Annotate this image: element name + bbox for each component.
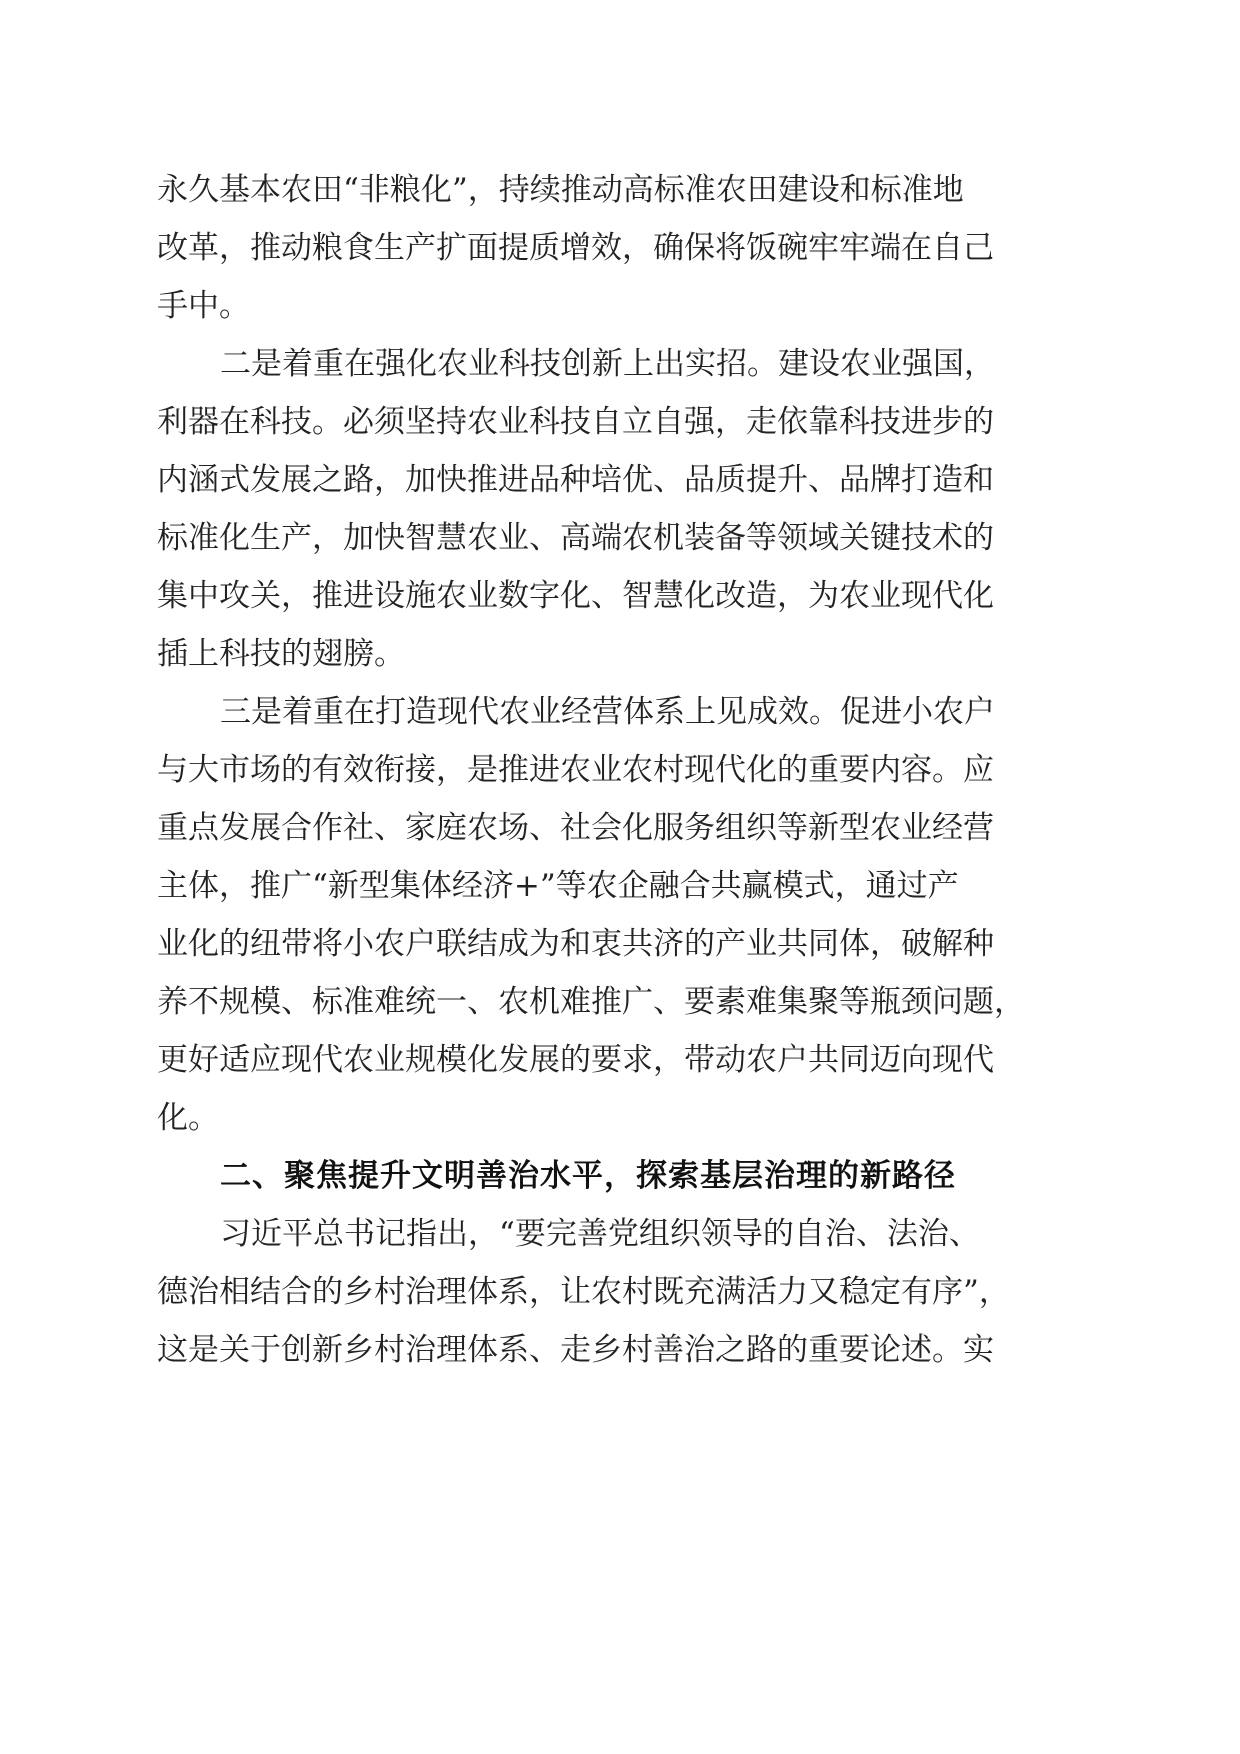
section-heading: 二、聚焦提升文明善治水平，探索基层治理的新路径 bbox=[220, 1158, 956, 1194]
paragraph-line: 改革，推动粮食生产扩面提质增效，确保将饭碗牢牢端在自己 bbox=[157, 230, 994, 266]
paragraph-line: 标准化生产，加快智慧农业、高端农机装备等领域关键技术的 bbox=[157, 520, 994, 556]
paragraph-line: 重点发展合作社、家庭农场、社会化服务组织等新型农业经营 bbox=[157, 810, 994, 846]
paragraph-line: 养不规模、标准难统一、农机难推广、要素难集聚等瓶颈问题， bbox=[157, 984, 1025, 1020]
paragraph-line: 手中。 bbox=[157, 288, 250, 324]
paragraph-line: 利器在科技。必须坚持农业科技自立自强，走依靠科技进步的 bbox=[157, 404, 994, 440]
paragraph-line: 三是着重在打造现代农业经营体系上见成效。促进小农户 bbox=[220, 694, 995, 730]
paragraph-line: 内涵式发展之路，加快推进品种培优、品质提升、品牌打造和 bbox=[157, 462, 994, 498]
paragraph-line: 永久基本农田“非粮化”，持续推动高标准农田建设和标准地 bbox=[157, 172, 964, 208]
paragraph-line: 德治相结合的乡村治理体系，让农村既充满活力又稳定有序”， bbox=[157, 1274, 1010, 1310]
paragraph-line: 插上科技的翅膀。 bbox=[157, 636, 405, 672]
paragraph-line: 业化的纽带将小农户联结成为和衷共济的产业共同体，破解种 bbox=[157, 926, 994, 962]
paragraph-line: 集中攻关，推进设施农业数字化、智慧化改造，为农业现代化 bbox=[157, 578, 994, 614]
paragraph-line: 化。 bbox=[157, 1100, 219, 1136]
paragraph-line: 二是着重在强化农业科技创新上出实招。建设农业强国， bbox=[220, 346, 995, 382]
paragraph-line: 习近平总书记指出，“要完善党组织领导的自治、法治、 bbox=[220, 1216, 980, 1252]
paragraph-line: 更好适应现代农业规模化发展的要求，带动农户共同迈向现代 bbox=[157, 1042, 994, 1078]
paragraph-line: 这是关于创新乡村治理体系、走乡村善治之路的重要论述。实 bbox=[157, 1332, 994, 1368]
paragraph-line: 与大市场的有效衔接，是推进农业农村现代化的重要内容。应 bbox=[157, 752, 994, 788]
paragraph-line: 主体，推广“新型集体经济+”等农企融合共赢模式，通过产 bbox=[157, 868, 959, 904]
